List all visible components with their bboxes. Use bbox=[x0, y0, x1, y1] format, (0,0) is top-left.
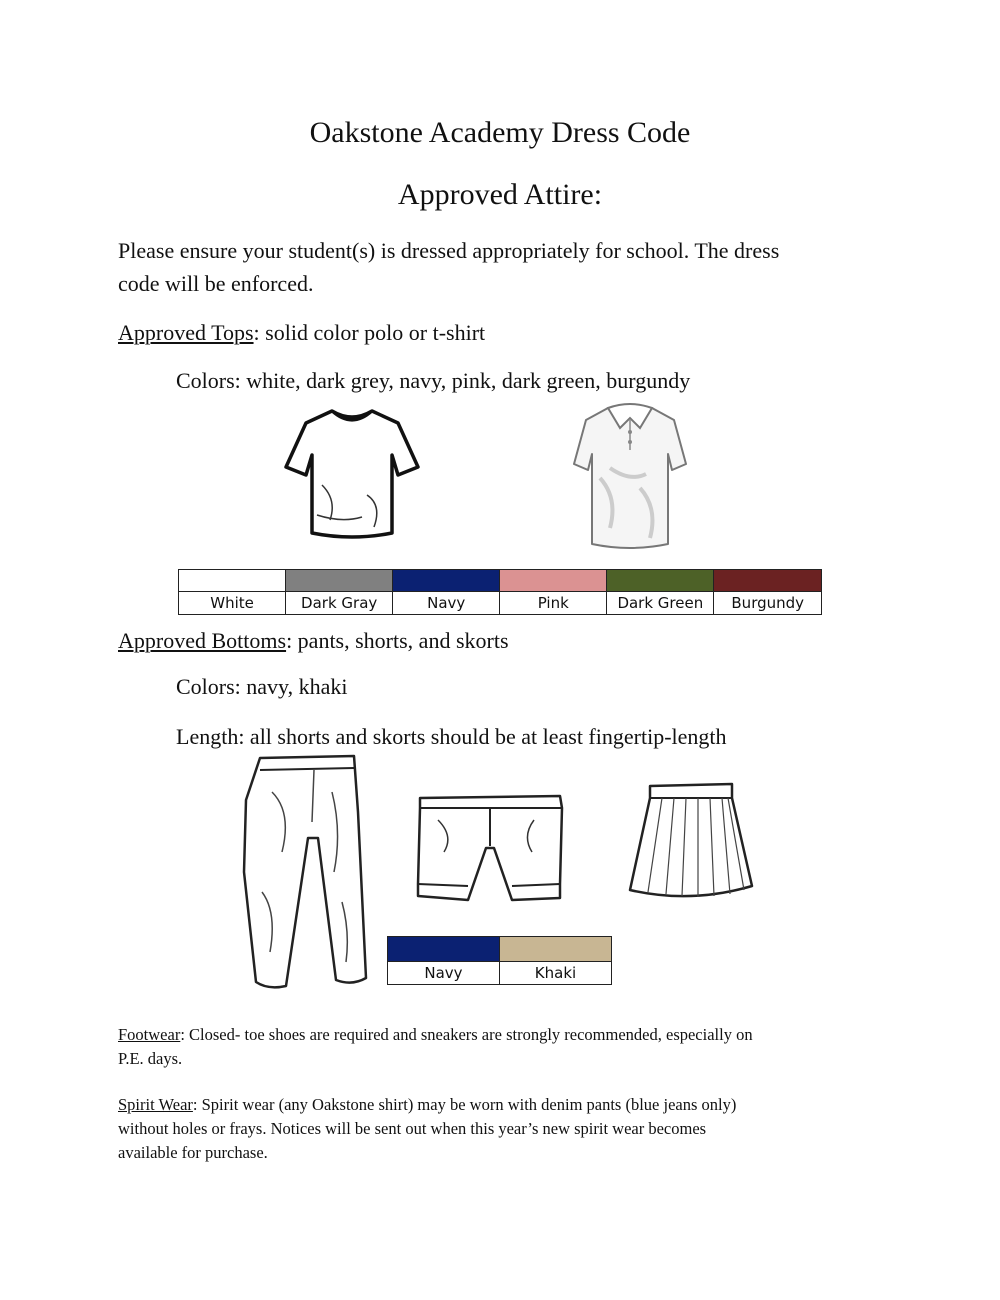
swatch-dark-gray bbox=[286, 570, 393, 592]
bottoms-heading: Approved Bottoms bbox=[118, 628, 287, 653]
skort-illustration bbox=[628, 782, 754, 902]
swatch-navy bbox=[388, 937, 500, 962]
t-shirt-illustration bbox=[282, 405, 422, 540]
pants-illustration bbox=[222, 752, 372, 992]
bottoms-color-swatch-row bbox=[388, 937, 612, 962]
swatch-khaki bbox=[499, 937, 611, 962]
swatch-pink bbox=[500, 570, 607, 592]
tops-description: : solid color polo or t-shirt bbox=[253, 320, 486, 345]
intro-line-1: Please ensure your student(s) is dressed appropriately for school. The dress bbox=[118, 238, 780, 263]
swatch-white bbox=[179, 570, 286, 592]
spirit-wear-heading: Spirit Wear bbox=[118, 1095, 193, 1114]
intro-line-2: code will be enforced. bbox=[118, 271, 314, 296]
bottoms-color-table bbox=[387, 936, 612, 985]
footwear-line-2: P.E. days. bbox=[118, 1049, 183, 1068]
spirit-wear-paragraph bbox=[118, 1093, 898, 1165]
bottoms-length-line: Length: all shorts and skorts should be at least fingertip-length bbox=[176, 724, 727, 749]
swatch-label: Navy bbox=[393, 592, 500, 615]
footwear-heading: Footwear bbox=[118, 1025, 181, 1044]
spirit-wear-line-2: without holes or frays. Notices will be sent out when this year’s new spirit wear becomes bbox=[118, 1119, 707, 1138]
intro-paragraph bbox=[118, 234, 779, 300]
swatch-label: Khaki bbox=[499, 962, 611, 985]
spirit-wear-line-1: : Spirit wear (any Oakstone shirt) may be worn with denim pants (blue jeans only) bbox=[192, 1095, 737, 1114]
tops-colors-line: Colors: white, dark grey, navy, pink, dark green, burgundy bbox=[176, 368, 691, 393]
swatch-dark-green bbox=[607, 570, 714, 592]
bottoms-description: : pants, shorts, and skorts bbox=[286, 628, 509, 653]
polo-shirt-illustration bbox=[570, 398, 690, 553]
swatch-label: Dark Green bbox=[607, 592, 714, 615]
swatch-burgundy bbox=[714, 570, 822, 592]
swatch-label: White bbox=[179, 592, 286, 615]
page-title: Oakstone Academy Dress Code bbox=[309, 116, 691, 149]
shorts-illustration bbox=[414, 792, 566, 902]
tops-color-label-row bbox=[179, 592, 822, 615]
footwear-paragraph bbox=[118, 1023, 898, 1071]
tops-heading: Approved Tops bbox=[118, 320, 254, 345]
tops-color-swatch-row bbox=[179, 570, 822, 592]
swatch-label: Pink bbox=[500, 592, 607, 615]
tops-color-table bbox=[178, 569, 822, 615]
swatch-label: Dark Gray bbox=[286, 592, 393, 615]
page-subtitle: Approved Attire: bbox=[397, 178, 603, 211]
bottoms-colors-line: Colors: navy, khaki bbox=[176, 674, 348, 699]
tops-heading-line bbox=[118, 316, 485, 349]
swatch-navy bbox=[393, 570, 500, 592]
spirit-wear-line-3: available for purchase. bbox=[118, 1143, 268, 1162]
footwear-line-1: : Closed- toe shoes are required and sneakers are strongly recommended, especially on bbox=[180, 1025, 753, 1044]
bottoms-heading-line bbox=[118, 624, 509, 657]
swatch-label: Burgundy bbox=[714, 592, 822, 615]
bottoms-color-label-row bbox=[388, 962, 612, 985]
swatch-label: Navy bbox=[388, 962, 500, 985]
